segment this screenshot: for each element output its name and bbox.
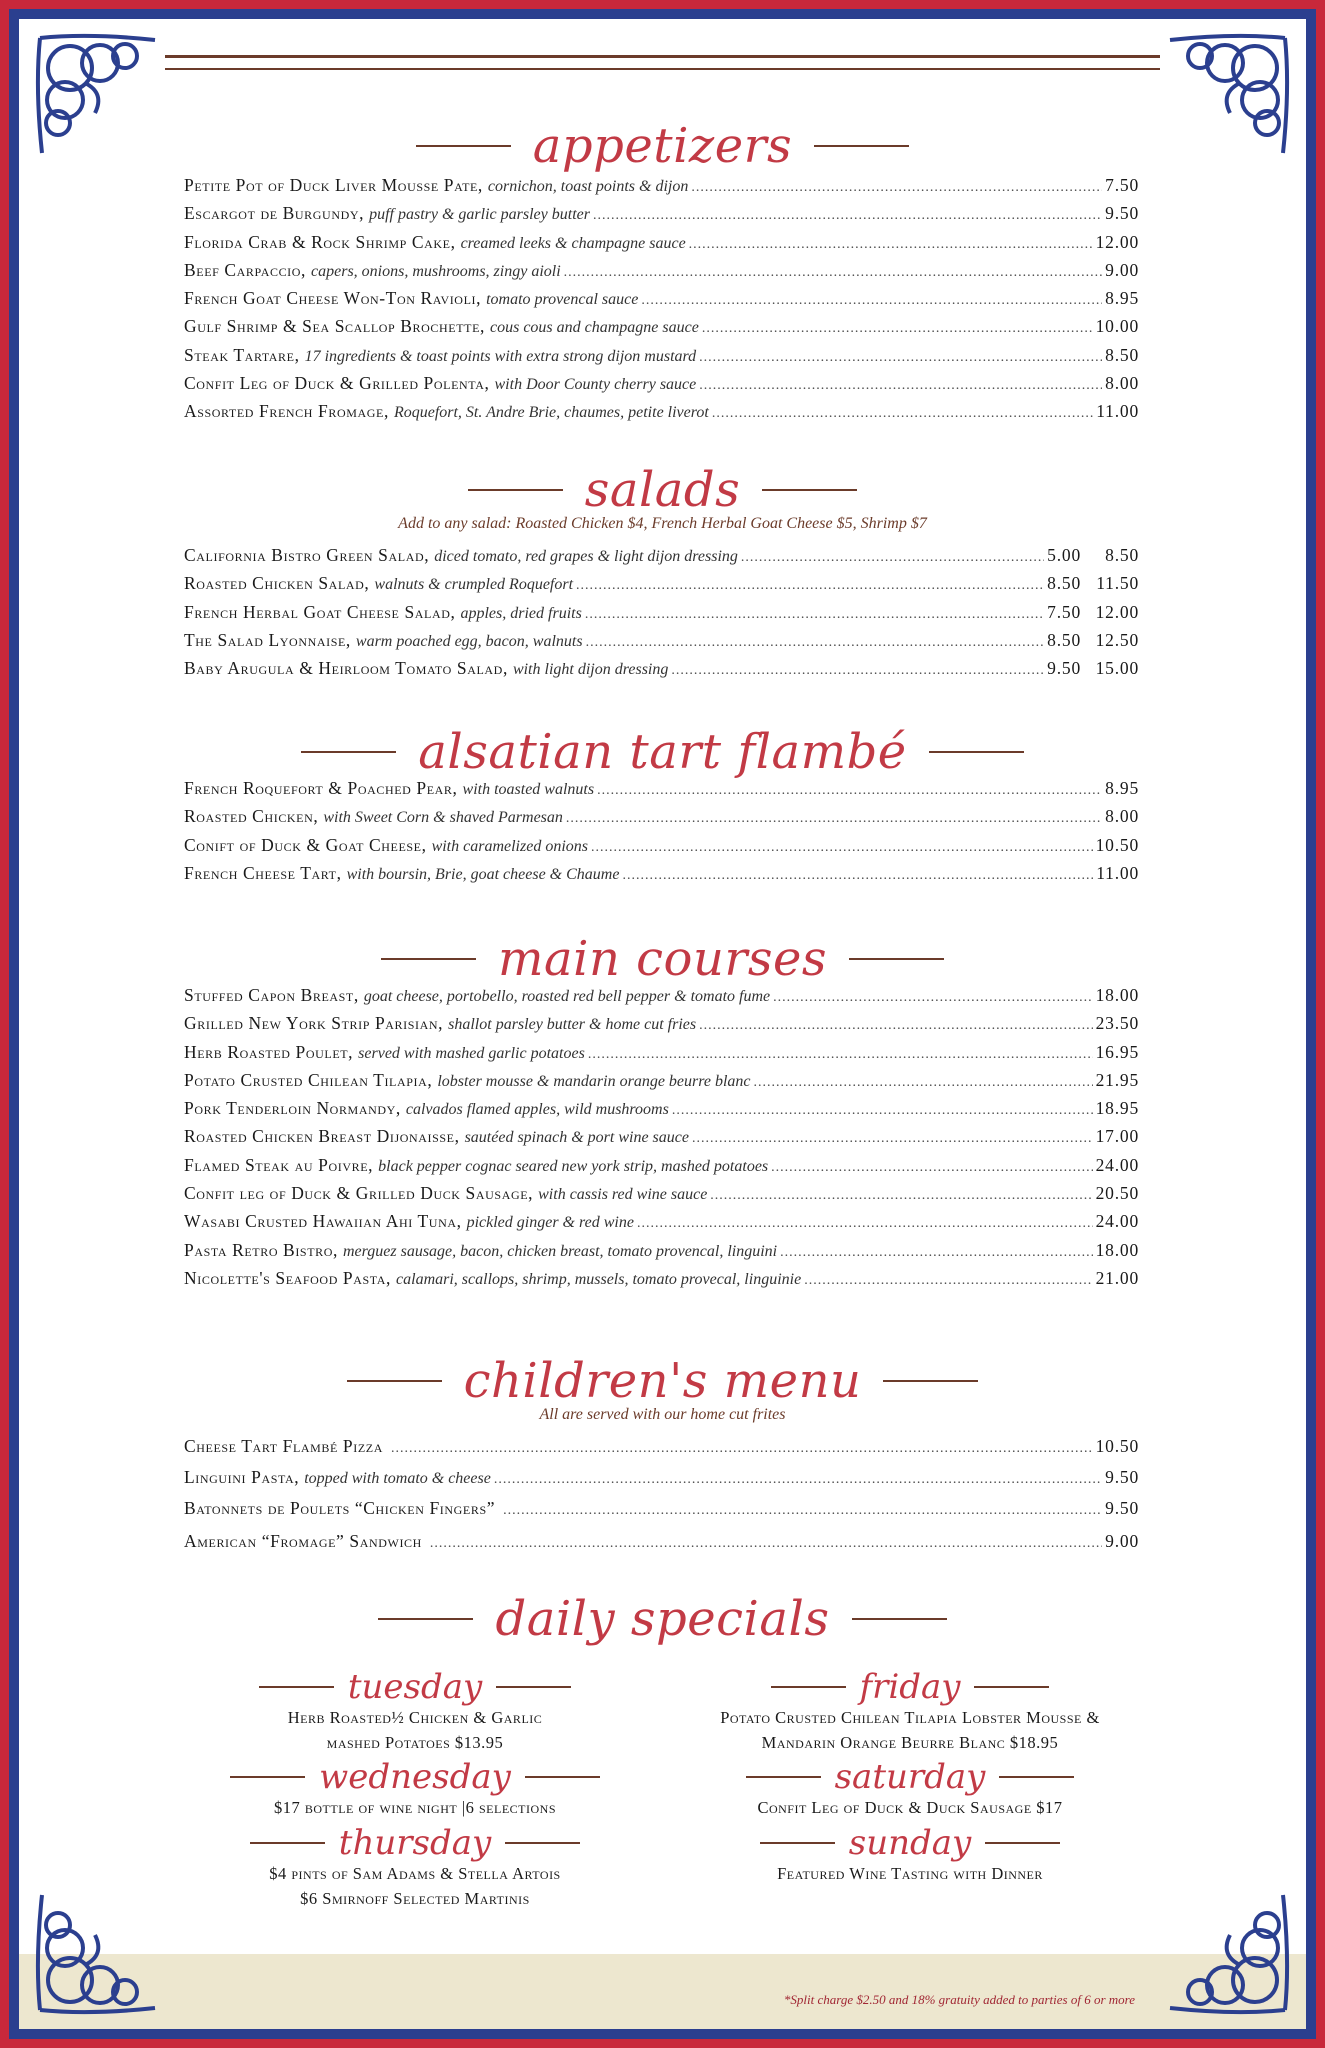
day-name: tuesday	[347, 1667, 483, 1707]
list-item: French Roquefort & Poached Pear, with toasted walnuts ..... 8.95	[184, 778, 1139, 806]
list-item: American “Fromage” Sandwich ..... 9.00	[184, 1531, 1139, 1562]
list-item: Florida Crab & Rock Shrimp Cake, creamed leeks & champagne sauce ..... 12.00	[184, 232, 1139, 260]
list-item: Conift of Duck & Goat Cheese, with caramelized onions ..... 10.50	[184, 835, 1139, 863]
list-item: Assorted French Fromage, Roquefort, St. Andre Brie, chaumes, petite liverot ..... 11.00	[184, 401, 1139, 429]
appetizers-title: appetizers	[532, 118, 793, 174]
special-tuesday: tuesday Herb Roasted½ Chicken & Garlic mashed Potatoes $13.95	[155, 1670, 675, 1754]
tart-heading	[0, 724, 1325, 780]
corner-ornament-icon	[30, 1885, 165, 2020]
top-double-rule	[165, 55, 1160, 70]
salads-list	[184, 545, 1139, 686]
salads-heading	[0, 462, 1325, 518]
list-item: Wasabi Crusted Hawaiian Ahi Tuna, pickled ginger & red wine ..... 24.00	[184, 1211, 1139, 1239]
appetizers-heading	[0, 118, 1325, 174]
list-item: Pasta Retro Bistro, merguez sausage, bacon, chicken breast, tomato provencal, linguini ..... 18.00	[184, 1240, 1139, 1268]
list-item: Batonnets de Poulets “Chicken Fingers” ..... 9.50	[184, 1498, 1139, 1531]
list-item: California Bistro Green Salad, diced tomato, red grapes & light dijon dressing ..... 5.00 8.50	[184, 545, 1139, 573]
list-item: Nicolette's Seafood Pasta, calamari, scallops, shrimp, mussels, tomato provecal, linguinie ..... 21.00	[184, 1268, 1139, 1296]
list-item: Confit leg of Duck & Grilled Duck Sausage, with cassis red wine sauce ..... 20.50	[184, 1183, 1139, 1211]
children-heading	[0, 1353, 1325, 1409]
list-item: Cheese Tart Flambé Pizza ..... 10.50	[184, 1436, 1139, 1467]
mains-list	[184, 985, 1139, 1296]
list-item: Flamed Steak au Poivre, black pepper cognac seared new york strip, mashed potatoes ..... 24.00	[184, 1155, 1139, 1183]
list-item: French Goat Cheese Won-Ton Ravioli, tomato provencal sauce ..... 8.95	[184, 288, 1139, 316]
list-item: The Salad Lyonnaise, warm poached egg, bacon, walnuts ..... 8.50 12.50	[184, 630, 1139, 658]
list-item: Stuffed Capon Breast, goat cheese, portobello, roasted red bell pepper & tomato fume ..... 18.00	[184, 985, 1139, 1013]
list-item: Roasted Chicken Breast Dijonaisse, sautéed spinach & port wine sauce ..... 17.00	[184, 1126, 1139, 1154]
list-item: Potato Crusted Chilean Tilapia, lobster mousse & mandarin orange beurre blanc ..... 21.95	[184, 1070, 1139, 1098]
day-name: wednesday	[319, 1757, 511, 1797]
list-item: Confit Leg of Duck & Grilled Polenta, with Door County cherry sauce ..... 8.00	[184, 373, 1139, 401]
salads-title: salads	[584, 462, 741, 518]
corner-ornament-icon	[1160, 1885, 1295, 2020]
list-item: Gulf Shrimp & Sea Scallop Brochette, cous cous and champagne sauce ..... 10.00	[184, 316, 1139, 344]
list-item: Petite Pot of Duck Liver Mousse Pate, cornichon, toast points & dijon ..... 7.50	[184, 175, 1139, 203]
mains-heading	[0, 931, 1325, 987]
special-thursday: thursday $4 pints of Sam Adams & Stella Artois $6 Smirnoff Selected Martinis	[155, 1826, 675, 1910]
footnote: *Split charge $2.50 and 18% gratuity added to parties of 6 or more	[783, 1992, 1135, 2007]
list-item: Roasted Chicken Salad, walnuts & crumpled Roquefort ..... 8.50 11.50	[184, 573, 1139, 601]
list-item: Escargot de Burgundy, puff pastry & garlic parsley butter ..... 9.50	[184, 203, 1139, 231]
children-title: children's menu	[463, 1353, 862, 1409]
list-item: Steak Tartare, 17 ingredients & toast points with extra strong dijon mustard ..... 8.50	[184, 345, 1139, 373]
list-item: Herb Roasted Poulet, served with mashed garlic potatoes ..... 16.95	[184, 1042, 1139, 1070]
tart-list	[184, 778, 1139, 891]
list-item: Roasted Chicken, with Sweet Corn & shaved Parmesan ..... 8.00	[184, 806, 1139, 834]
special-friday: friday Potato Crusted Chilean Tilapia Lobster Mousse & Mandarin Orange Beurre Blanc $18.95	[720, 1667, 1100, 1752]
special-sunday: sunday Featured Wine Tasting with Dinner	[650, 1826, 1170, 1885]
day-name: thursday	[338, 1823, 492, 1863]
special-wednesday: wednesday $17 bottle of wine night |6 selections	[155, 1760, 675, 1819]
specials-heading	[0, 1591, 1325, 1647]
list-item: Linguini Pasta, topped with tomato & cheese ..... 9.50	[184, 1467, 1139, 1498]
list-item: Grilled New York Strip Parisian, shallot parsley butter & home cut fries ..... 23.50	[184, 1013, 1139, 1041]
children-list	[184, 1436, 1139, 1562]
list-item: French Herbal Goat Cheese Salad, apples, dried fruits ..... 7.50 12.00	[184, 602, 1139, 630]
specials-title: daily specials	[495, 1591, 830, 1647]
list-item: Baby Arugula & Heirloom Tomato Salad, with light dijon dressing ..... 9.50 15.00	[184, 658, 1139, 686]
list-item: Pork Tenderloin Normandy, calvados flamed apples, wild mushrooms ..... 18.95	[184, 1098, 1139, 1126]
day-name: sunday	[848, 1823, 972, 1863]
children-note: All are served with our home cut frites	[539, 1406, 786, 1423]
day-name: friday	[859, 1667, 961, 1707]
list-item: Beef Carpaccio, capers, onions, mushrooms, zingy aioli ..... 9.00	[184, 260, 1139, 288]
special-saturday: saturday Confit Leg of Duck & Duck Sausage $17	[650, 1760, 1170, 1819]
salads-note: Add to any salad: Roasted Chicken $4, French Herbal Goat Cheese $5, Shrimp $7	[398, 515, 927, 532]
tart-title: alsatian tart flambé	[418, 724, 907, 780]
mains-title: main courses	[498, 931, 827, 987]
appetizers-list	[184, 175, 1139, 430]
list-item: French Cheese Tart, with boursin, Brie, goat cheese & Chaume ..... 11.00	[184, 863, 1139, 891]
day-name: saturday	[834, 1757, 986, 1797]
